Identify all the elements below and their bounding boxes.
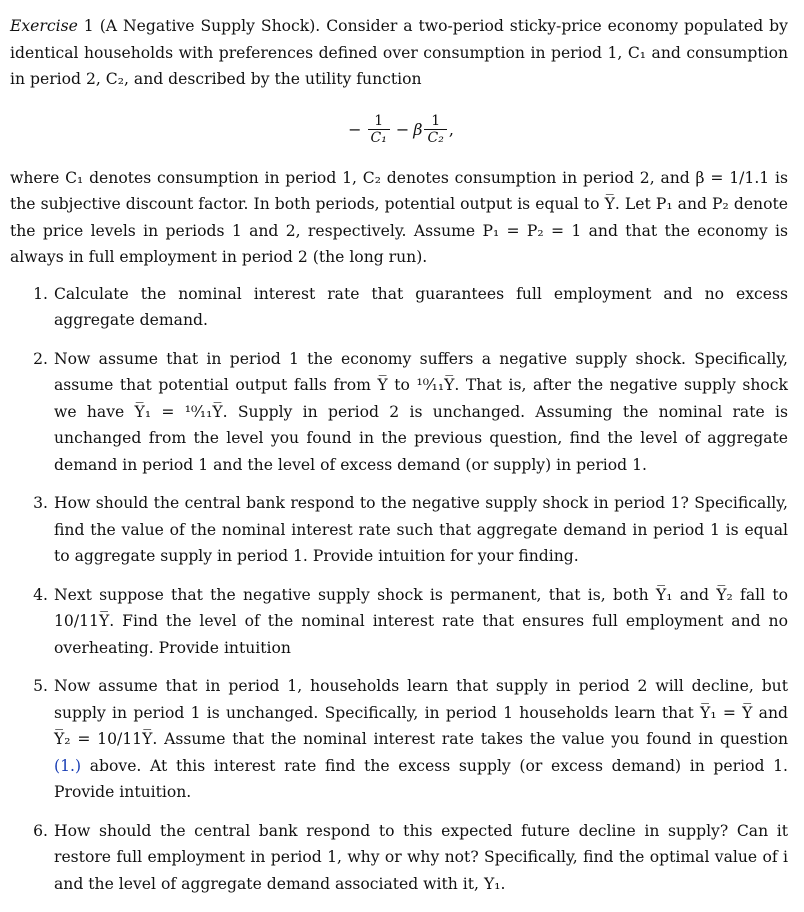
question-text: How should the central bank respond to the negative supply shock in period 1? Specifically, find the value of the nominal interest rate such that aggregate demand in period 1 is equal to aggregate supply in period 1. Provide intuition for your finding. xyxy=(54,494,788,565)
list-item xyxy=(10,673,788,806)
question-text: How should the central bank respond to this expected future decline in supply? Can it restore full employment in period 1, why or why not? Specifically, find the optimal value of i and the level of aggregate demand associated with it, Y₁. xyxy=(54,821,788,893)
fraction-1-over-c1 xyxy=(368,113,390,147)
question-number: 6. xyxy=(33,821,48,840)
fraction-2-denominator: C₂ xyxy=(424,129,446,147)
utility-function xyxy=(10,107,788,153)
formula-trailing-comma: , xyxy=(448,120,454,139)
list-item xyxy=(10,490,788,570)
fraction-2-numerator: 1 xyxy=(431,112,441,129)
question-list xyxy=(10,281,788,898)
list-item xyxy=(10,346,788,479)
question-text: Calculate the nominal interest rate that guarantees full employment and no excess aggregate demand. xyxy=(54,284,788,329)
exercise-intro-text: Consider a two-period sticky-price economy populated by identical households with preferences defined over consumption in period 1, C₁ and consumption in period 2, C₂, and described by the utility function xyxy=(10,17,788,88)
fraction-1-denominator: C₁ xyxy=(368,129,390,147)
list-item xyxy=(10,818,788,898)
formula-beta: β xyxy=(413,120,423,139)
exercise-intro xyxy=(10,13,788,93)
question-text xyxy=(54,673,788,806)
body-paragraph: where C₁ denotes consumption in period 1, C₂ denotes consumption in period 2, and β = 1/1.1 is the subjective discount factor. In both periods, potential output is equal to Y̅. Let P₁ and P₂ denote the price levels in periods 1 and 2, respectively. Assume P₁ = P₂ = 1 and that the economy is always in full employment in period 2 (the long run). xyxy=(10,168,788,266)
question-number: 2. xyxy=(33,349,48,368)
exercise-number: 1 xyxy=(83,17,94,35)
fraction-1-numerator: 1 xyxy=(374,112,384,129)
exercise-title: (A Negative Supply Shock). xyxy=(99,17,321,35)
question-text-part: Now assume that in period 1, households learn that supply in period 2 will decline, but supply in period 1 is unchanged. Specifically, in period 1 households learn that Y̅₁ = Y̅ and Y̅₂ = 10/11Y̅. Assume that the nominal interest rate takes the value you found in question xyxy=(54,677,788,748)
question-number: 4. xyxy=(33,585,48,604)
formula-minus-2: − xyxy=(395,120,410,139)
question-text: Now assume that in period 1 the economy suffers a negative supply shock. Specifically, assume that potential output falls from Y̅ to ¹⁰⁄₁₁Y̅. That is, after the negative supply shock we have Y̅₁ = ¹⁰⁄₁₁Y̅. Supply in period 2 is unchanged. Assuming the nominal rate is unchanged from the level you found in the previous question, find the level of aggregate demand in period 1 and the level of excess demand (or supply) in period 1. xyxy=(54,349,788,474)
fraction-1-over-c2 xyxy=(424,113,446,147)
list-item xyxy=(10,582,788,662)
question-number: 1. xyxy=(33,284,48,303)
question-reference-link[interactable]: (1.) xyxy=(54,756,82,775)
list-item xyxy=(10,281,788,334)
question-number: 5. xyxy=(33,677,48,695)
exercise-label: Exercise xyxy=(10,17,78,35)
question-number: 3. xyxy=(33,494,48,512)
question-text: Next suppose that the negative supply shock is permanent, that is, both Y̅₁ and Y̅₂ fall to 10/11Y̅. Find the level of the nominal interest rate that ensures full employment and no overheating. Provide intuition xyxy=(54,585,788,657)
formula-minus-1: − xyxy=(348,120,362,139)
question-text-part: above. At this interest rate find the excess supply (or excess demand) in period 1. Provide intuition. xyxy=(54,756,788,801)
